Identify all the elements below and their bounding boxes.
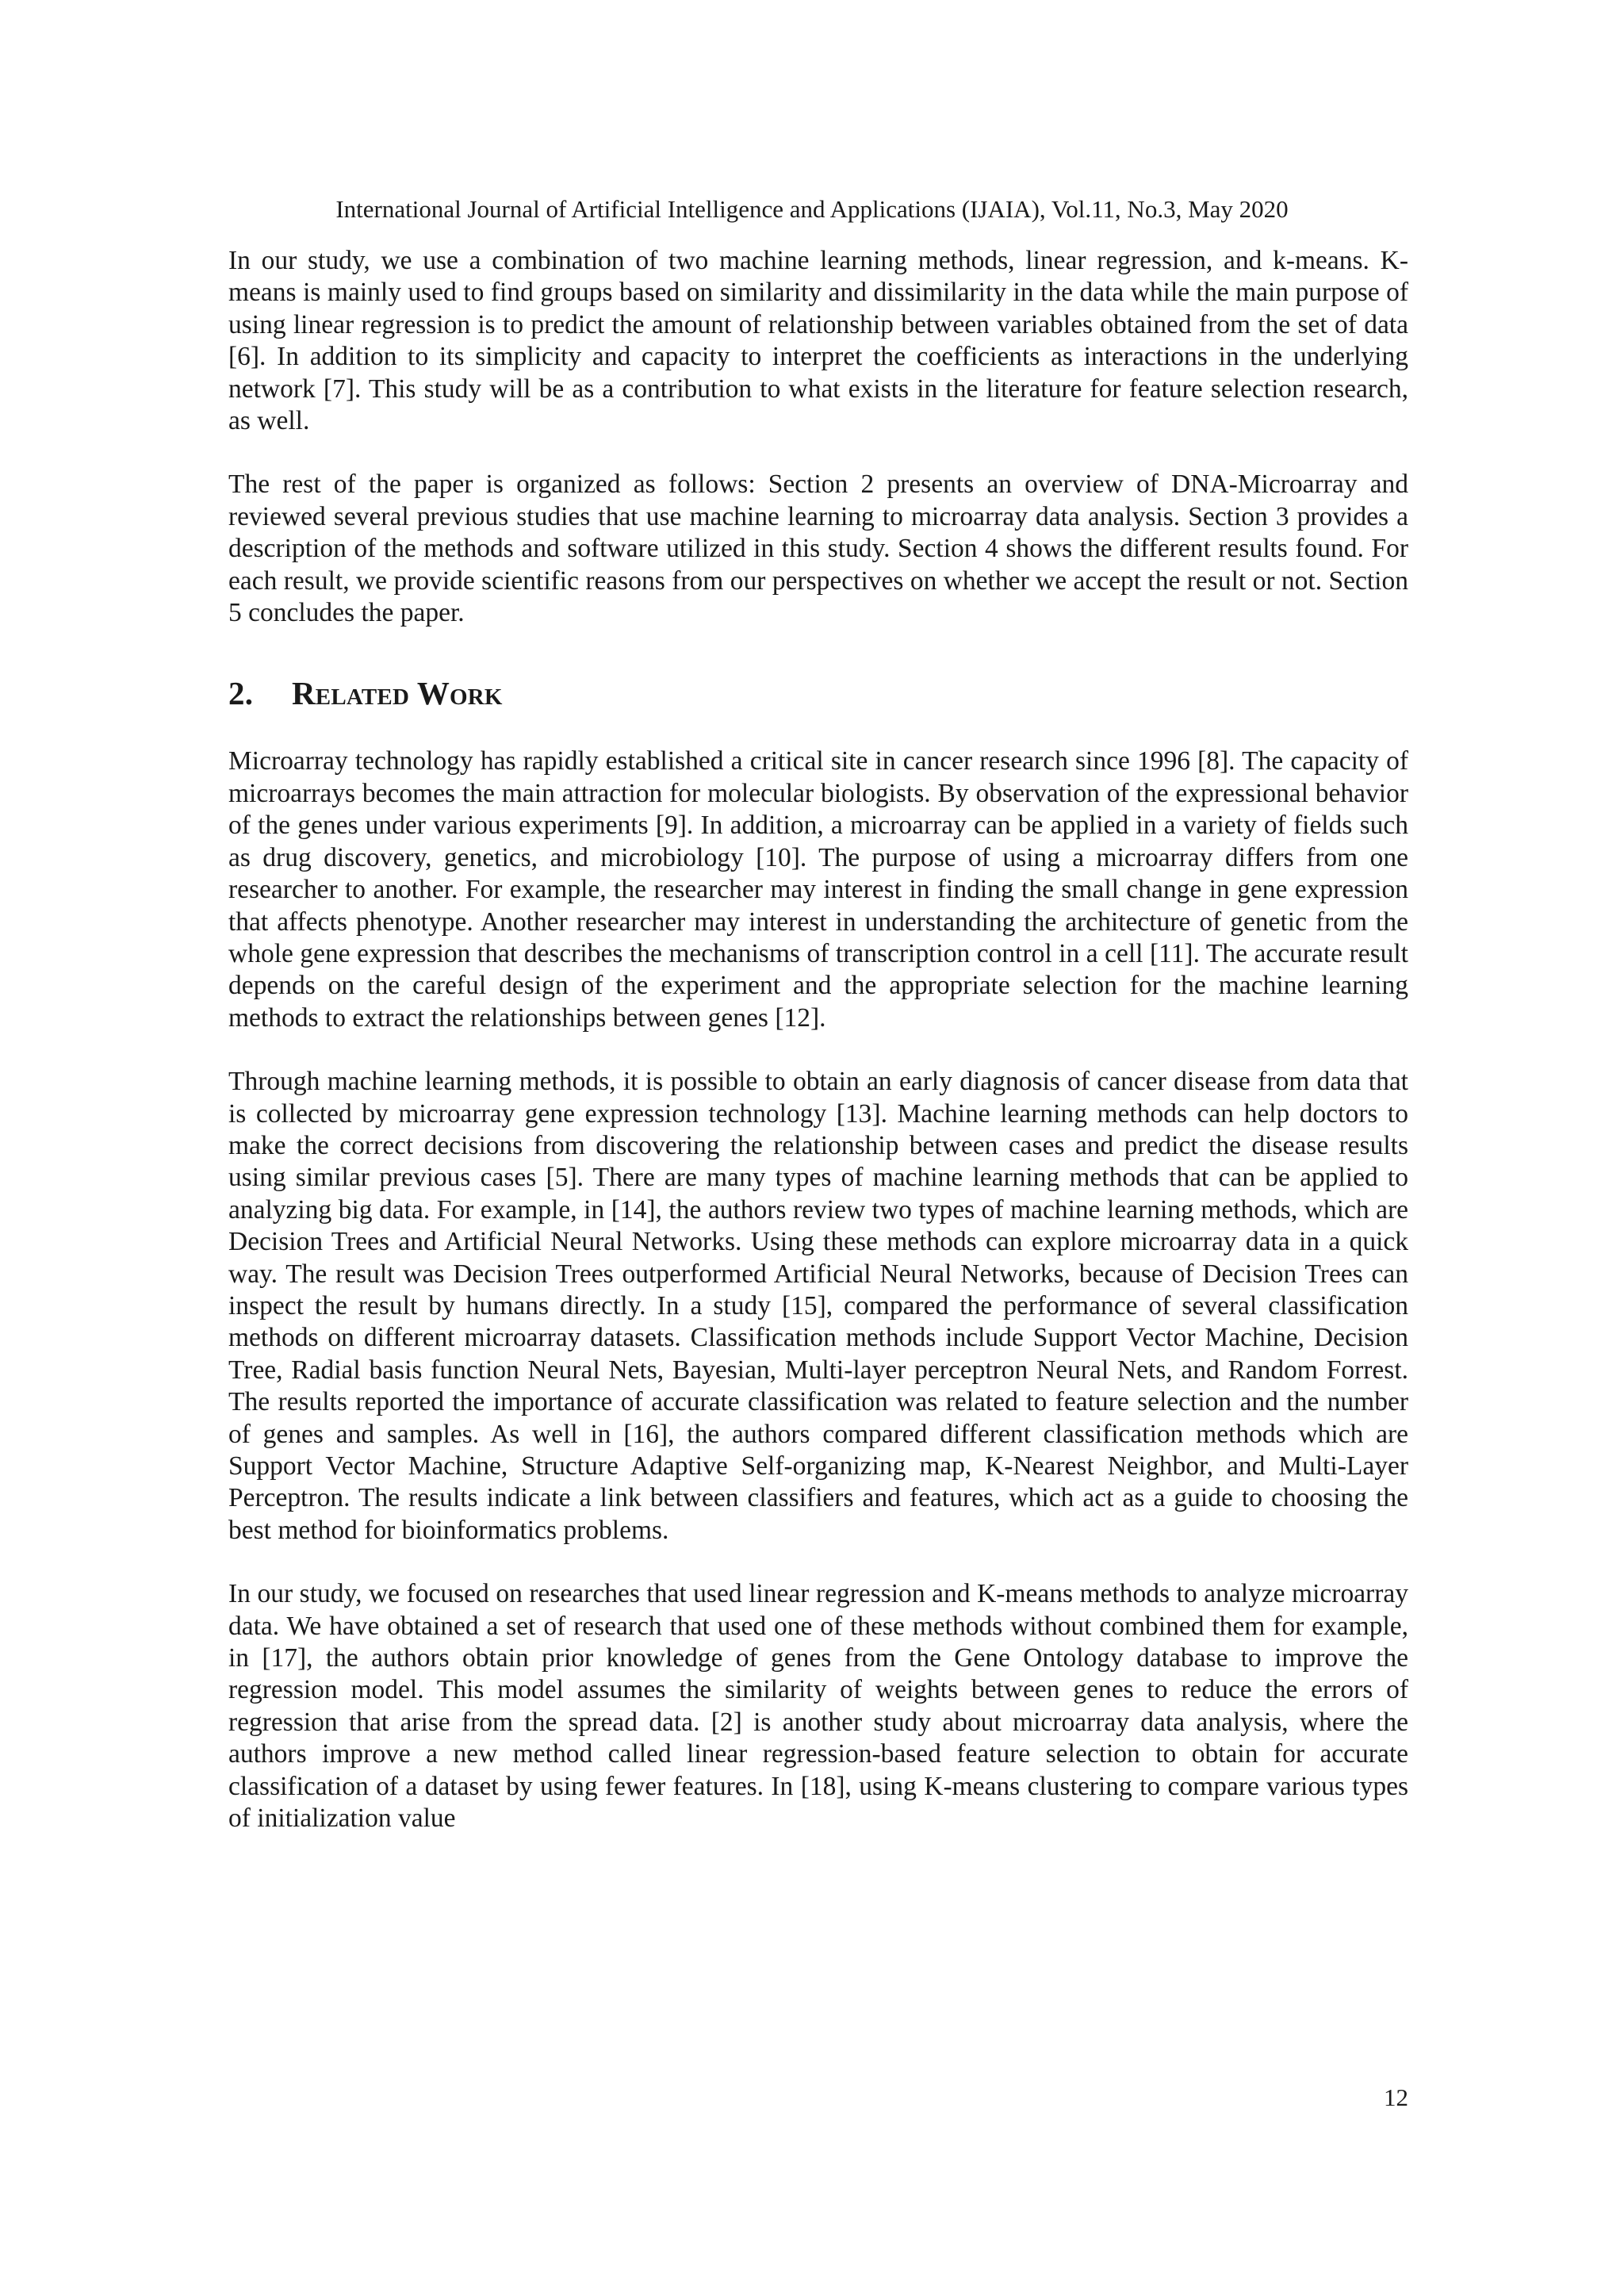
related-work-paragraph-3: In our study, we focused on researches that used linear regression and K-means methods to analyze microarray data. We have obtained a set of research that used one of these methods without combined them for example, in [17], the authors obtain prior knowledge of genes from the Gene Ontology database to improve the regression model. This model assumes the similarity of weights between genes to reduce the errors of regression that arise from the spread data. [2] is another study about microarray data analysis, where the authors improve a new method called linear regression-based feature selection to obtain for accurate classification of a dataset by using fewer features. In [18], using K-means clustering to compare various types of initialization value xyxy=(228,1579,1408,1834)
intro-paragraph-2: The rest of the paper is organized as follows: Section 2 presents an overview of DNA-Microarray and reviewed several previous studies that use machine learning to microarray data analysis. Section 3 provides a description of the methods and software utilized in this study. Section 4 shows the different results found. For each result, we provide scientific reasons from our perspectives on whether we accept the result or not. Section 5 concludes the paper. xyxy=(228,470,1408,628)
page-body xyxy=(228,245,1408,1834)
intro-paragraph-1: In our study, we use a combination of two machine learning methods, linear regression, and k-means. K-means is mainly used to find groups based on similarity and dissimilarity in the data while the main purpose of using linear regression is to predict the amount of relationship between variables obtained from the set of data [6]. In addition to its simplicity and capacity to interpret the coefficients as interactions in the underlying network [7]. This study will be as a contribution to what exists in the literature for feature selection research, as well. xyxy=(228,246,1408,436)
page-number: 12 xyxy=(1384,2083,1408,2111)
running-header: International Journal of Artificial Intelligence and Applications (IJAIA), Vol.11, No.3, May 2020 xyxy=(335,195,1289,223)
section-title: Related Work xyxy=(292,675,503,712)
related-work-paragraph-2: Through machine learning methods, it is possible to obtain an early diagnosis of cancer disease from data that is collected by microarray gene expression technology [13]. Machine learning methods can help doctors to make the correct decisions from discovering the relationship between cases and predict the disease results using similar previous cases [5]. There are many types of machine learning methods that can be applied to analyzing big data. For example, in [14], the authors review two types of machine learning methods, which are Decision Trees and Artificial Neural Networks. Using these methods can explore microarray data in a quick way. The result was Decision Trees outperformed Artificial Neural Networks, because of Decision Trees can inspect the result by humans directly. In a study [15], compared the performance of several classification methods on different microarray datasets. Classification methods include Support Vector Machine, Decision Tree, Radial basis function Neural Nets, Bayesian, Multi-layer perceptron Neural Nets, and Random Forrest. The results reported the importance of accurate classification was related to feature selection and the number of genes and samples. As well in [16], the authors compared different classification methods which are Support Vector Machine, Structure Adaptive Self-organizing map, K-Nearest Neighbor, and Multi-Layer Perceptron. The results indicate a link between classifiers and features, which act as a guide to choosing the best method for bioinformatics problems. xyxy=(228,1067,1408,1545)
related-work-paragraph-1: Microarray technology has rapidly established a critical site in cancer research since 1996 [8]. The capacity of microarrays becomes the main attraction for molecular biologists. By observation of the expressional behavior of the genes under various experiments [9]. In addition, a microarray can be applied in a variety of fields such as drug discovery, genetics, and microbiology [10]. The purpose of using a microarray differs from one researcher to another. For example, the researcher may interest in finding the small change in gene expression that affects phenotype. Another researcher may interest in understanding the architecture of genetic from the whole gene expression that describes the mechanisms of transcription control in a cell [11]. The accurate result depends on the careful design of the experiment and the appropriate selection for the machine learning methods to extract the relationships between genes [12]. xyxy=(228,746,1408,1033)
section-number: 2. xyxy=(228,675,254,712)
section-heading-related-work xyxy=(228,673,1408,714)
